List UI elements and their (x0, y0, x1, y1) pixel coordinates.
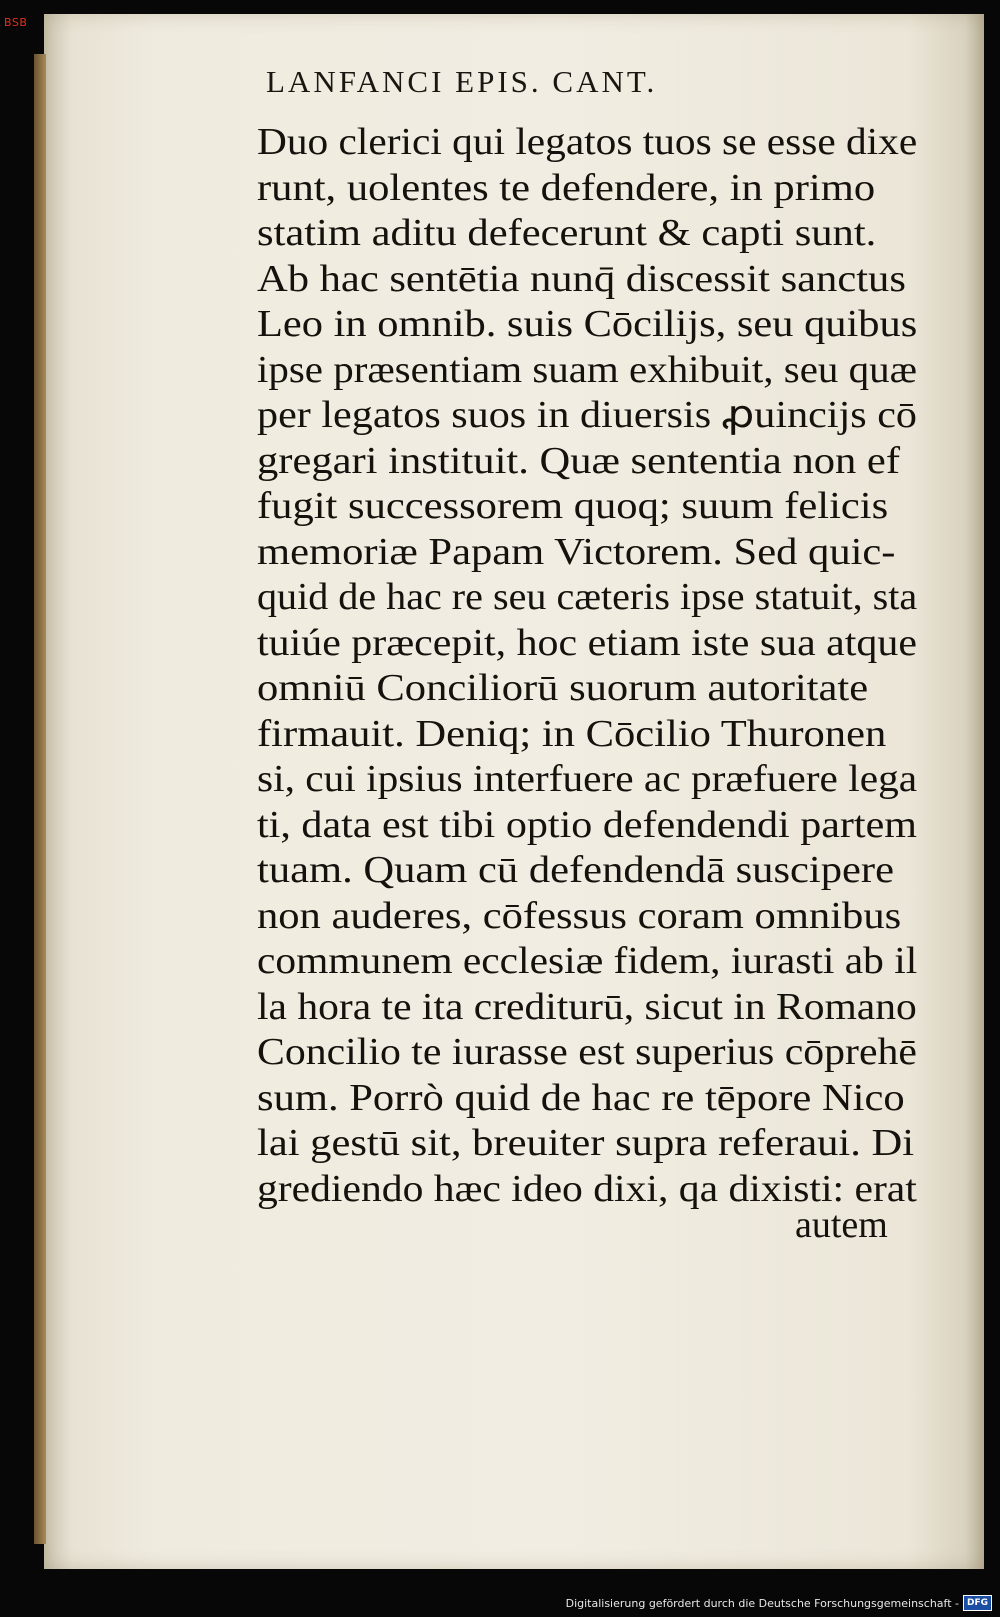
text-line: Ab hac sentētia nunq̄ discessit sanctus (257, 257, 906, 300)
text-line: ti, data est tibi optio defendendi partem (257, 803, 918, 846)
text-line: runt, uolentes te defendere, in primo (257, 166, 876, 209)
body-text (257, 120, 917, 1212)
text-line: per legatos suos in diuersis ꝓuincijs cō (257, 394, 917, 436)
text-line: lai gestū sit, breuiter supra referaui. Di (257, 1122, 915, 1164)
text-line: tuam. Quam cū defendendā suscipere (257, 849, 894, 891)
text-line: memoriæ Papam Victorem. Sed quic- (257, 530, 896, 573)
catchword: autem (795, 1204, 888, 1246)
text-line: si, cui ipsius interfuere ac præfuere lega (257, 758, 918, 800)
text-line: fugit successorem quoq; suum felicis (257, 485, 889, 527)
text-line: grediendo hæc ideo dixi, qa dixisti: erat (257, 1167, 917, 1210)
text-line: la hora te ita crediturū, sicut in Romano (257, 985, 917, 1028)
text-line: statim aditu defecerunt & capti sunt. (257, 212, 877, 254)
library-mark: BSB (4, 16, 28, 29)
credit-text: Digitalisierung gefördert durch die Deutsche Forschungsgemeinschaft - (565, 1596, 959, 1610)
text-line: tuiúe præcepit, hoc etiam iste sua atque (257, 621, 917, 664)
text-line: communem ecclesiæ fidem, iurasti ab il (257, 940, 918, 982)
text-line: ipse præsentiam suam exhibuit, seu quæ (257, 348, 917, 391)
running-head: LANFANCI EPIS. CANT. (266, 64, 658, 99)
text-line: quid de hac re seu cæteris ipse statuit, sta (257, 576, 918, 618)
digitization-credit (566, 1595, 992, 1611)
text-line: non auderes, cōfessus coram omnibus (257, 894, 902, 937)
text-line: sum. Porrò quid de hac re tēpore Nico (257, 1076, 905, 1119)
text-line: firmauit. Deniq; in Cōcilio Thuronen (257, 712, 887, 755)
dfg-logo-icon: DFG (963, 1595, 992, 1611)
text-line: omniū Conciliorū suorum autoritate (257, 667, 869, 709)
text-line: gregari instituit. Quæ sententia non ef (257, 439, 901, 482)
text-line: Concilio te iurasse est superius cōprehē (257, 1031, 917, 1073)
text-line: Duo clerici qui legatos tuos se esse dixe (257, 121, 918, 163)
text-line: Leo in omnib. suis Cōcilijs, seu quibus (257, 303, 918, 345)
